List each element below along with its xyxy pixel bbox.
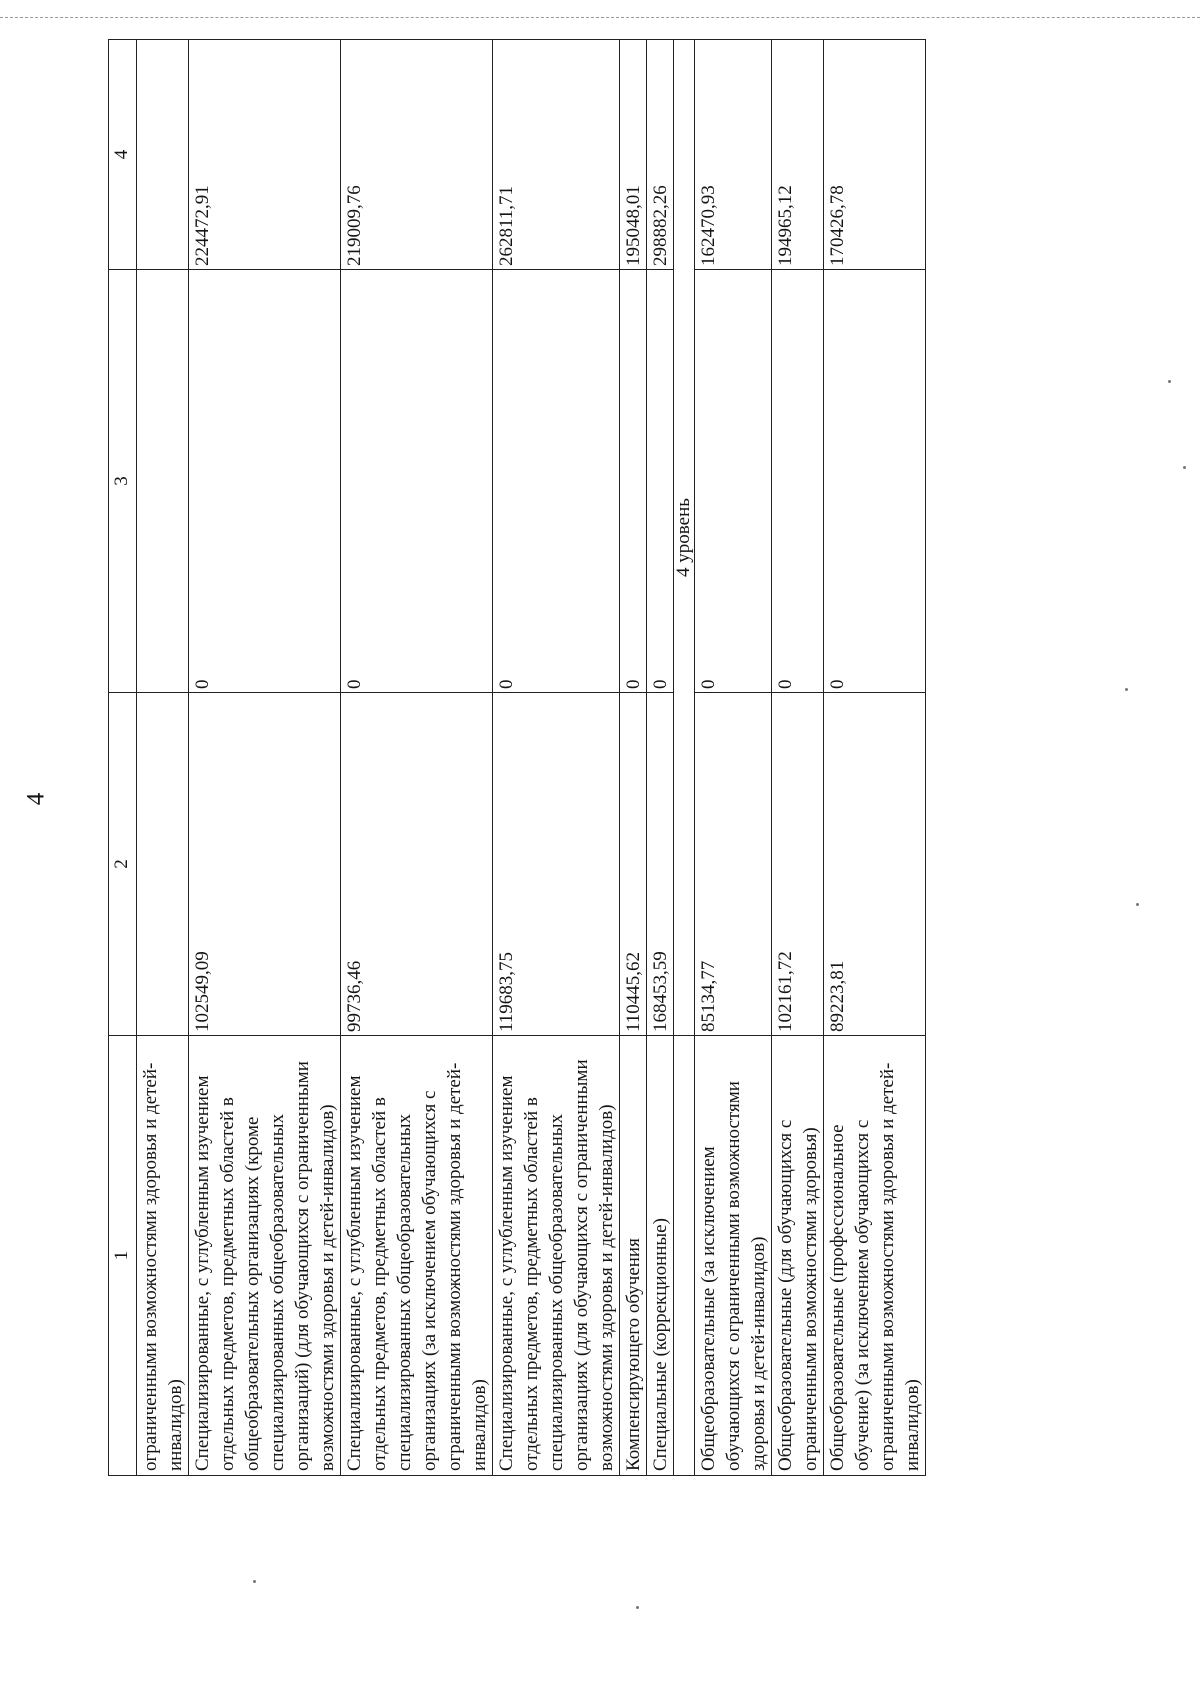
row-value-col3: 0 xyxy=(493,270,620,693)
row-name: Общеобразовательные (для обучающихся с ограниченными возможностями здоровья) xyxy=(772,1036,824,1476)
row-value-col2 xyxy=(137,693,189,1036)
row-value-col2: 119683,75 xyxy=(493,693,620,1036)
row-value-col4: 170426,78 xyxy=(824,40,926,270)
row-value-col2: 85134,77 xyxy=(695,693,772,1036)
header-cell-3: 3 xyxy=(109,270,137,693)
table-row xyxy=(189,40,341,1476)
header-cell-1: 1 xyxy=(109,1036,137,1476)
row-value-col4: 194965,12 xyxy=(772,40,824,270)
page-number: 4 xyxy=(22,792,50,806)
row-value-col3: 0 xyxy=(189,270,341,693)
row-name: Общеобразовательные (профессиональное обучение) (за исключением обучающихся с ограниченными возможностями здоровья и детей-инвалидов) xyxy=(824,1036,926,1476)
table-row xyxy=(772,40,824,1476)
row-name: Общеобразовательные (за исключением обучающихся с ограниченными возможностями здоровья и детей-инвалидов) xyxy=(695,1036,772,1476)
row-value-col3: 0 xyxy=(824,270,926,693)
level-heading: 4 уровень xyxy=(674,40,695,1036)
row-value-col2: 168453,59 xyxy=(647,693,674,1036)
row-value-col4: 162470,93 xyxy=(695,40,772,270)
row-name: Специализированные, с углубленным изучением отдельных предметов, предметных областей в специализированных общеобразовательных организациях (за исключением обучающихся с ограниченными возможностями здоровья и детей-инвалидов) xyxy=(341,1036,493,1476)
scan-border-line xyxy=(0,17,1200,18)
scan-speck xyxy=(1168,380,1171,383)
scan-speck xyxy=(253,1580,256,1583)
row-value-col3: 0 xyxy=(695,270,772,693)
row-value-col3: 0 xyxy=(620,270,647,693)
row-value-col2: 99736,46 xyxy=(341,693,493,1036)
cost-table xyxy=(108,39,926,1476)
row-value-col4: 224472,91 xyxy=(189,40,341,270)
table-header-row xyxy=(109,40,137,1476)
table-row xyxy=(695,40,772,1476)
table-row xyxy=(647,40,674,1476)
table-row xyxy=(137,40,189,1476)
row-value-col2: 110445,62 xyxy=(620,693,647,1036)
header-cell-2: 2 xyxy=(109,693,137,1036)
scan-speck xyxy=(1183,466,1186,469)
row-value-col4: 219009,76 xyxy=(341,40,493,270)
row-value-col3 xyxy=(137,270,189,693)
row-value-col3: 0 xyxy=(772,270,824,693)
level-section-row xyxy=(674,40,695,1476)
table-row xyxy=(493,40,620,1476)
scan-speck xyxy=(1125,688,1128,691)
table-container xyxy=(108,40,1068,1476)
scan-speck xyxy=(636,1606,639,1609)
header-cell-4: 4 xyxy=(109,40,137,270)
row-name: Специализированные, с углубленным изучением отдельных предметов, предметных областей в общеобразовательных организациях (кроме специализированных общеобразовательных организаций) (для обучающихся с ограниченными возможностями здоровья и детей-инвалидов) xyxy=(189,1036,341,1476)
level-blank-cell xyxy=(674,1036,695,1476)
row-value-col2: 89223,81 xyxy=(824,693,926,1036)
row-name: Специальные (коррекционные) xyxy=(647,1036,674,1476)
table-row xyxy=(824,40,926,1476)
row-value-col3: 0 xyxy=(341,270,493,693)
row-value-col3: 0 xyxy=(647,270,674,693)
scan-speck xyxy=(1136,903,1139,906)
row-value-col4 xyxy=(137,40,189,270)
row-name: Специализированные, с углубленным изучением отдельных предметов, предметных областей в специализированных общеобразовательных организациях (для обучающихся с ограниченными возможностями здоровья и детей-инвалидов) xyxy=(493,1036,620,1476)
row-name: Компенсирующего обучения xyxy=(620,1036,647,1476)
row-value-col2: 102161,72 xyxy=(772,693,824,1036)
row-value-col4: 195048,01 xyxy=(620,40,647,270)
table-row xyxy=(341,40,493,1476)
table-row xyxy=(620,40,647,1476)
row-value-col4: 262811,71 xyxy=(493,40,620,270)
row-value-col2: 102549,09 xyxy=(189,693,341,1036)
row-name: ограниченными возможностями здоровья и детей-инвалидов) xyxy=(137,1036,189,1476)
row-value-col4: 298882,26 xyxy=(647,40,674,270)
